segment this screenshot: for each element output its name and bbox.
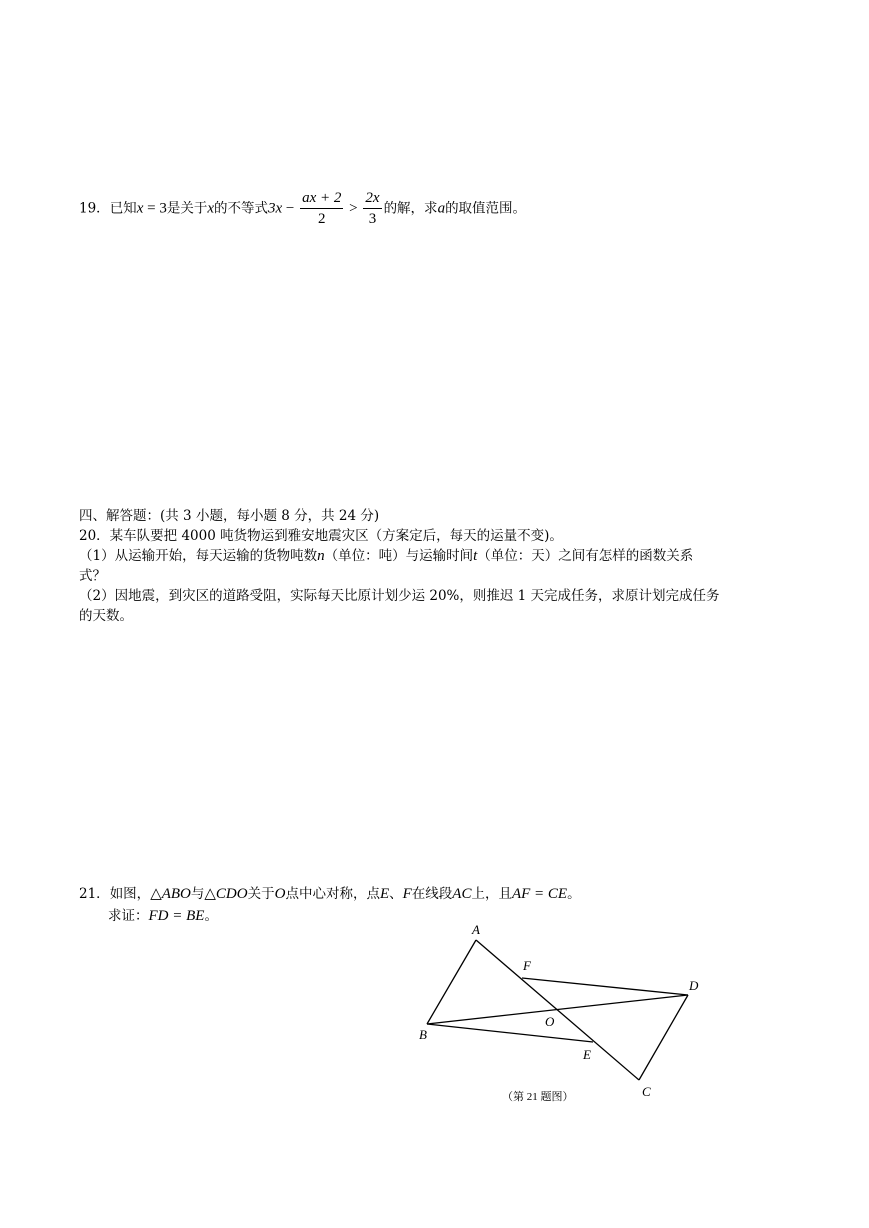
q21-equation-fd-be: FD = BE <box>148 908 205 924</box>
q19-text-3: 的不等式 <box>214 200 268 217</box>
q20-var-t: t <box>473 548 478 564</box>
label-b: B <box>419 1027 427 1042</box>
q21-point-o: O <box>274 886 286 902</box>
q21-triangle-cdo: △CDO <box>204 886 248 902</box>
q20-p1-text-a: （1）从运输开始，每天运输的货物吨数 <box>79 548 318 564</box>
q19-frac1-numerator: ax + 2 <box>300 188 343 209</box>
segment-ab <box>427 940 476 1024</box>
q20-part-1-line-2: 式？ <box>79 568 106 584</box>
segment-bd <box>427 995 688 1024</box>
q20-p1-text-c: （单位：天）之间有怎样的函数关系 <box>477 548 694 564</box>
q21-text-3: 关于 <box>247 886 275 902</box>
q20-part-2-line-2: 的天数。 <box>79 608 133 624</box>
q19-frac2-numerator: 2x <box>363 188 381 209</box>
segment-dc <box>639 995 688 1080</box>
q21-number: 21． <box>79 886 110 902</box>
q19-text-5: 的取值范围。 <box>445 200 527 217</box>
section-4-heading: 四、解答题：(共 3 小题，每小题 8 分，共 24 分) <box>79 508 380 524</box>
q19-var-x2: x <box>207 200 214 217</box>
label-a: A <box>472 922 480 937</box>
q19-term-3x: 3x <box>268 200 283 217</box>
q19-text-1: 已知 <box>109 200 137 217</box>
q19-frac2-denominator: 3 <box>368 211 377 227</box>
label-e: E <box>583 1047 591 1062</box>
q19-number: 19． <box>79 200 110 217</box>
q20-part-2-line-1: （2）因地震，到灾区的道路受阻，实际每天比原计划少运 20%，则推迟 1 天完成任务，求原计划完成任务 <box>79 588 720 604</box>
q21-point-f: F <box>402 886 412 902</box>
q20-var-n: n <box>317 548 325 564</box>
segment-be <box>427 1024 593 1042</box>
q21-prove-label: 求证： <box>108 908 149 924</box>
q21-text-8: 。 <box>567 886 581 902</box>
label-d: D <box>689 978 699 993</box>
q21-text-7: 上，且 <box>471 886 512 902</box>
q21-text-2: 与 <box>190 886 205 902</box>
q19-eq-3: = 3 <box>143 200 167 217</box>
q21-equation-af-ce: AF = CE <box>511 886 568 902</box>
q19-minus: − <box>282 200 299 217</box>
q21-text-6: 在线段 <box>411 886 453 902</box>
q20-p1-text-b: （单位：吨）与运输时间 <box>324 548 474 564</box>
q19-greater: > <box>345 200 362 217</box>
q21-triangle-abo: △ABO <box>150 886 191 902</box>
q21-point-e: E <box>379 886 390 902</box>
q21-text-9: 。 <box>204 908 218 924</box>
label-c: C <box>642 1084 651 1099</box>
q21-text-1: 如图， <box>109 886 151 902</box>
q19-text-4: 的解，求 <box>383 200 438 217</box>
q19-text-2: 是关于 <box>166 200 208 217</box>
label-f: F <box>523 958 531 973</box>
label-o: O <box>545 1014 555 1029</box>
q19-var-a: a <box>437 200 446 217</box>
q19-frac1-denominator: 2 <box>318 211 326 227</box>
q21-segment-ac: AC <box>452 886 472 902</box>
q19-var-x: x <box>136 200 144 217</box>
q21-text-4: 点中心对称，点 <box>285 886 380 902</box>
q20-line-1: 20．某车队要把 4000 吨货物运到雅安地震灾区（方案定后，每天的运量不变)。 <box>79 528 563 544</box>
figure-caption: （第 21 题图） <box>502 1091 574 1103</box>
segment-fd <box>522 978 688 995</box>
q21-text-5: 、 <box>389 886 403 902</box>
